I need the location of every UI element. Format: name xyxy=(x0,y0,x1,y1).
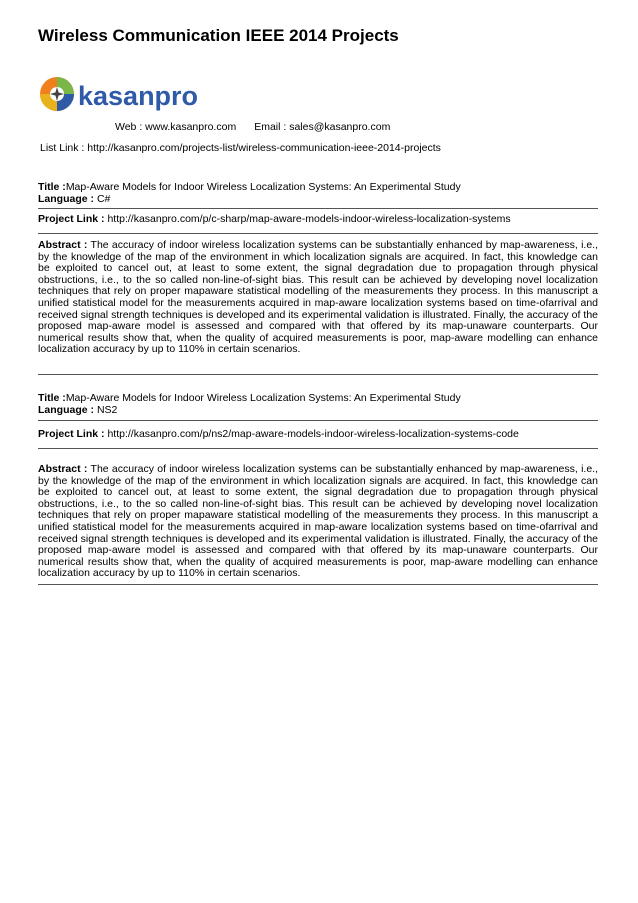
abstract-label: Abstract : xyxy=(38,239,88,251)
project-link-label: Project Link : xyxy=(38,428,105,440)
project-language: C# xyxy=(96,192,111,205)
divider xyxy=(38,233,598,234)
divider xyxy=(38,420,598,421)
title-label: Title : xyxy=(38,181,66,193)
divider xyxy=(38,374,598,375)
project-link-block xyxy=(38,214,598,226)
page-title: Wireless Communication IEEE 2014 Projects xyxy=(38,26,399,45)
project-link-block xyxy=(38,429,598,441)
project-title-block xyxy=(38,182,598,205)
project-language: NS2 xyxy=(96,403,118,416)
language-label: Language : xyxy=(38,192,95,205)
project-link[interactable]: http://kasanpro.com/p/c-sharp/map-aware-models-indoor-wireless-localization-systems xyxy=(107,213,511,225)
web-address[interactable]: Web : www.kasanpro.com xyxy=(115,121,237,133)
project-link[interactable]: http://kasanpro.com/p/ns2/map-aware-models-indoor-wireless-localization-systems-code xyxy=(107,428,519,440)
list-link[interactable]: List Link : http://kasanpro.com/projects-list/wireless-communication-ieee-2014-projects xyxy=(40,142,441,154)
abstract-label: Abstract : xyxy=(38,463,88,475)
divider xyxy=(38,208,598,209)
project-title-block xyxy=(38,393,598,416)
kasanpro-logo xyxy=(38,73,208,117)
language-label: Language : xyxy=(38,403,95,416)
project-title: Map-Aware Models for Indoor Wireless Localization Systems: An Experimental Study xyxy=(65,392,461,404)
email-address[interactable]: Email : sales@kasanpro.com xyxy=(254,121,391,133)
project-title: Map-Aware Models for Indoor Wireless Localization Systems: An Experimental Study xyxy=(65,181,461,193)
abstract-block xyxy=(38,464,598,580)
contact-line xyxy=(115,121,390,133)
abstract-text: The accuracy of indoor wireless localization systems can be substantially enhanced by map-awareness, i.e., by the knowledge of the map of the environment in which localization signals are acquired. In fact, this knowledge can be exploited to cancel out, at least to some extent, the signal degradation due to propagation through physical obstructions, i.e., to the so called non-line-of-sight bias. This result can be achieved by developing novel localization techniques that rely on proper mapaware statistical modelling of the measurements they process. In this manuscript a unified statistical model for the measurements acquired in map-aware localization systems based on time-ofarrival and received signal strength techniques is developed and its experimental validation is illustrated. Finally, the accuracy of the proposed map-aware model is assessed and compared with that offered by its map-unaware counterparts. Our numerical results show that, when the quality of acquired measurements is poor, map-aware modelling can enhance localization accuracy by up to 110% in certain scenarios. xyxy=(38,239,599,356)
divider xyxy=(38,584,598,585)
title-label: Title : xyxy=(38,392,66,404)
logo-wordmark: kasanpro xyxy=(78,81,199,111)
kasanpro-logo-icon xyxy=(38,73,208,117)
project-link-label: Project Link : xyxy=(38,213,105,225)
abstract-text: The accuracy of indoor wireless localization systems can be substantially enhanced by map-awareness, i.e., by the knowledge of the map of the environment in which localization signals are acquired. In fact, this knowledge can be exploited to cancel out, at least to some extent, the signal degradation due to propagation through physical obstructions, i.e., to the so called non-line-of-sight bias. This result can be achieved by developing novel localization techniques that rely on proper mapaware statistical modelling of the measurements they process. In this manuscript a unified statistical model for the measurements acquired in map-aware localization systems based on time-ofarrival and received signal strength techniques is developed and its experimental validation is illustrated. Finally, the accuracy of the proposed map-aware model is assessed and compared with that offered by its map-unaware counterparts. Our numerical results show that, when the quality of acquired measurements is poor, map-aware modelling can enhance localization accuracy by up to 110% in certain scenarios. xyxy=(38,463,599,580)
divider xyxy=(38,448,598,449)
abstract-block xyxy=(38,240,598,356)
